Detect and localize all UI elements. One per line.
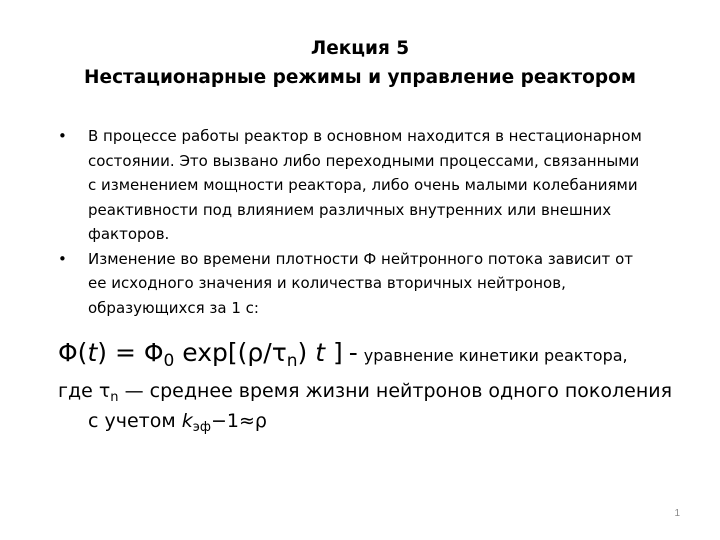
formula-bracket: ] [325, 338, 343, 367]
title-line-2: Нестационарные режимы и управление реактором [84, 67, 636, 88]
bullet-item [58, 247, 688, 321]
bullet-text-line: реактивности под влиянием различных внутренних или внешних [88, 200, 612, 219]
bullet-text-line: В процессе работы реактор в основном находится в нестационарном [88, 127, 642, 145]
bullet-text-line: состоянии. Это вызвано либо переходными процессами, связанными [88, 151, 640, 170]
definition-text: с учетом [88, 410, 182, 432]
bullet-text-line: образующихся за 1 с: [88, 298, 259, 317]
formula-close-part: ) [297, 338, 316, 367]
formula-lhs-close: ) = Φ [97, 338, 164, 367]
definition-text: −1≈ρ [210, 410, 267, 432]
bullet-text-line: ее исходного значения и количества вторичных нейтронов, [88, 274, 566, 292]
bullet-text-line: Изменение во времени плотности Ф нейтронного потока зависит от [88, 249, 633, 268]
bullet-marker: • [58, 127, 67, 145]
bullet-item [58, 124, 688, 247]
definition-block [58, 376, 672, 436]
bullet-text-line: с изменением мощности реактора, либо очень малыми колебаниями [88, 176, 638, 194]
formula-time-var-2: t [315, 338, 326, 367]
definition-line-2 [58, 406, 672, 436]
slide-title [40, 34, 680, 92]
bullet-marker: • [58, 249, 67, 268]
formula-exp-part: exp[(ρ/τ [174, 338, 287, 367]
formula-caption: уравнение кинетики реактора, [363, 346, 628, 365]
definition-k-subscript: эф [192, 420, 211, 435]
definition-text: где τ [58, 380, 111, 402]
definition-k-var: k [181, 410, 193, 432]
kinetics-equation [58, 336, 628, 373]
formula-tau-subscript: n [286, 351, 298, 371]
definition-line-1 [58, 376, 672, 406]
title-line-1: Лекция 5 [310, 38, 410, 59]
bullet-list [58, 124, 688, 320]
definition-tau-subscript: n [110, 390, 119, 405]
formula-time-var: t [87, 338, 98, 367]
formula-dash: - [348, 338, 358, 367]
formula-phi0-subscript: 0 [163, 351, 175, 371]
bullet-text-line: факторов. [88, 225, 170, 243]
page-number: 1 [674, 508, 680, 519]
definition-text: — среднее время жизни нейтронов одного поколения [118, 380, 673, 402]
formula-lhs-symbol: Φ( [58, 338, 88, 367]
